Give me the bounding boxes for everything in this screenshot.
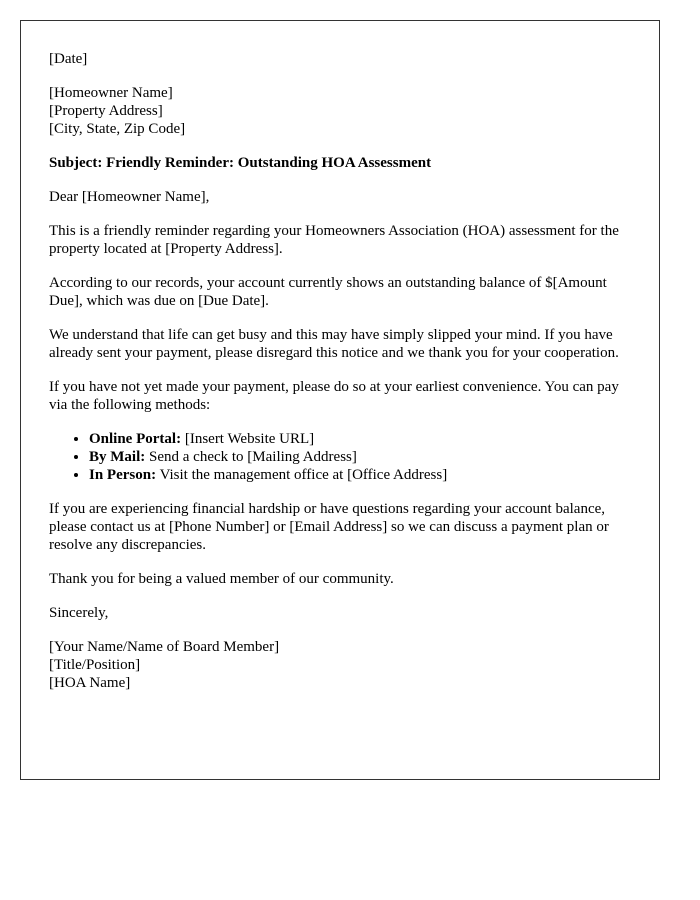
signature-organization: [HOA Name] [49,675,131,691]
letter-subject: Subject: Friendly Reminder: Outstanding HOA Assessment [49,155,432,171]
signature-name: [Your Name/Name of Board Member] [49,639,280,655]
recipient-address-block [49,84,631,138]
recipient-name: [Homeowner Name] [49,85,173,101]
signature-block [49,638,631,692]
payment-method-label: By Mail: [89,449,146,465]
recipient-city-state-zip: [City, State, Zip Code] [49,121,186,137]
paragraph-hardship: If you are experiencing financial hardship or have questions regarding your account balance, please contact us at [Phone Number] or [Email Address] so we can discuss a payment plan or resolve any discrepancies. [49,501,609,553]
paragraph-reminder: This is a friendly reminder regarding your Homeowners Association (HOA) assessment for the property located at [Property Address]. [49,223,619,257]
payment-methods-list [49,430,631,484]
letter-page [20,20,660,780]
paragraph-disregard: We understand that life can get busy and this may have simply slipped your mind. If you have already sent your payment, please disregard this notice and we thank you for your cooperation. [49,327,619,361]
signature-title: [Title/Position] [49,657,141,673]
recipient-property-address: [Property Address] [49,103,163,119]
paragraph-payment-intro: If you have not yet made your payment, please do so at your earliest convenience. You can pay via the following methods: [49,379,619,413]
payment-method-in-person [89,466,631,484]
paragraph-balance: According to our records, your account currently shows an outstanding balance of $[Amount Due], which was due on [Due Date]. [49,275,607,309]
payment-method-online [89,430,631,448]
letter-date: [Date] [49,51,88,67]
payment-method-mail [89,448,631,466]
payment-method-label: In Person: [89,467,157,483]
payment-method-text: [Insert Website URL] [181,431,315,447]
paragraph-thanks: Thank you for being a valued member of our community. [49,571,394,587]
letter-salutation: Dear [Homeowner Name], [49,189,210,205]
payment-method-text: Send a check to [Mailing Address] [145,449,357,465]
payment-method-text: Visit the management office at [Office Address] [156,467,448,483]
payment-method-label: Online Portal: [89,431,182,447]
letter-signoff: Sincerely, [49,605,109,621]
